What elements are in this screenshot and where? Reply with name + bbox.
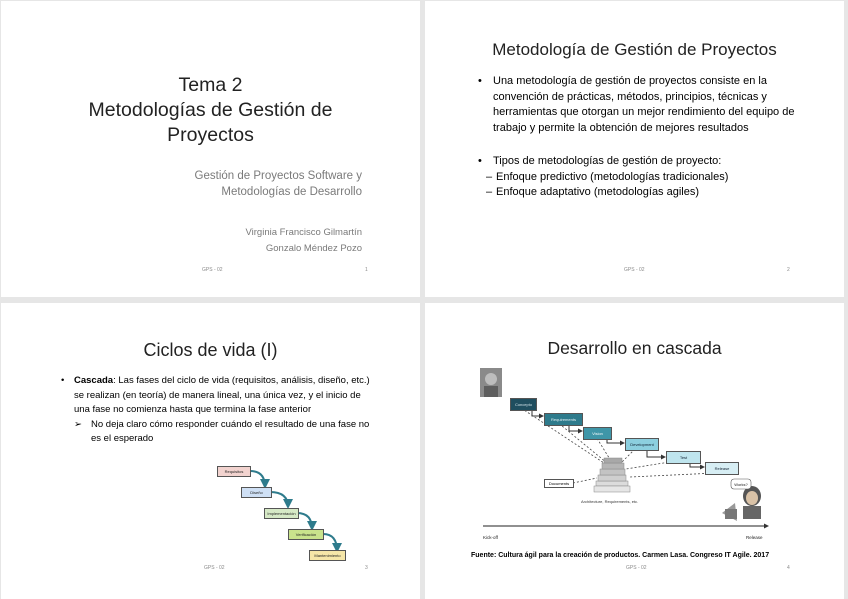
- dash-icon: –: [486, 186, 493, 198]
- bullet-strong: Cascada: [74, 375, 114, 386]
- document-stack-icon: [594, 458, 630, 492]
- slide-1: [1, 1, 420, 297]
- cascade-step: Test: [666, 451, 701, 464]
- cascade-step: Development: [625, 438, 659, 451]
- footer-label: GPS - 02: [204, 565, 225, 571]
- slide-subtitle: [195, 168, 362, 200]
- bullet-text: : Las fases del ciclo de vida (requisitos, análisis, diseño, etc.) se realizan (en teoría) de manera lineal, una única vez, y el inicio de una fase no comienza hasta que termina la fase anterior: [74, 375, 370, 415]
- cascade-step: Requirements: [544, 413, 583, 426]
- slide-2: [425, 1, 844, 297]
- slide-body: [478, 74, 808, 201]
- bullet-icon: •: [61, 375, 65, 386]
- slide-number: 2: [787, 267, 790, 273]
- bullet-icon: •: [478, 155, 482, 167]
- sub-bullet-text: Enfoque adaptativo (metodologías agiles): [496, 186, 700, 198]
- title-line: Metodologías de Gestión de: [88, 99, 333, 121]
- slide-title: Ciclos de vida (I): [143, 340, 278, 360]
- documents-label: Documents: [544, 479, 574, 488]
- slide-4: [425, 303, 844, 599]
- slide-number: 1: [365, 267, 368, 273]
- waterfall-connectors: [1, 303, 420, 599]
- cascade-step: Vision: [583, 427, 612, 440]
- author-name: Gonzalo Méndez Pozo: [265, 243, 362, 254]
- title-line: Proyectos: [167, 124, 254, 146]
- sub-bullet-item: [478, 185, 808, 201]
- dashed-link: [630, 473, 716, 477]
- author-name: Virginia Francisco Gilmartín: [245, 227, 362, 238]
- footer-label: GPS - 02: [202, 267, 223, 273]
- cascade-step: Release: [705, 462, 739, 475]
- slide-footer: [425, 267, 844, 275]
- waterfall-step-mantenimiento: Mantenimiento: [309, 550, 346, 561]
- dashed-link: [621, 449, 635, 463]
- architecture-label: Architecture, Requirements, etc.: [581, 499, 639, 504]
- bullet-text: Una metodología de gestión de proyectos consiste en la convención de prácticas, métodos, principios, técnicas y herramientas que otorgan un mejor rendimiento del equipo de trabajo y permite la obtención de mejores resultados: [493, 75, 795, 134]
- waterfall-arrow: [250, 471, 265, 487]
- dashed-link: [573, 478, 597, 483]
- waterfall-arrow: [323, 534, 337, 551]
- bullet-item: [478, 154, 808, 170]
- waterfall-arrow: [297, 513, 312, 529]
- slide-title: [1, 73, 420, 148]
- source-citation: Fuente: Cultura ágil para la creación de productos. Carmen Lasa. Congreso IT Agile. 2017: [471, 552, 770, 559]
- waterfall-step-implementacion: Implementación: [264, 508, 299, 519]
- slide-footer: [1, 267, 420, 275]
- slide-3: [1, 303, 420, 599]
- waterfall-arrow: [270, 492, 288, 507]
- slide-title: Metodología de Gestión de Proyectos: [492, 40, 777, 59]
- bullet-icon: •: [478, 75, 482, 87]
- slide-number: 4: [787, 565, 790, 571]
- dash-icon: –: [486, 170, 493, 183]
- slide-number: 3: [365, 565, 368, 571]
- slide-title: Desarrollo en cascada: [547, 338, 722, 358]
- slide-footer: [425, 565, 844, 573]
- footer-label: GPS - 02: [626, 565, 647, 571]
- axis-start-label: Kick-off: [483, 535, 498, 540]
- sub-bullet-text: No deja claro cómo responder cuándo el resultado de una fase no es el esperado: [91, 418, 370, 444]
- sub-bullet-text: Enfoque predictivo (metodologías tradicionales): [496, 170, 729, 183]
- waterfall-step-diseno: Diseño: [241, 487, 272, 498]
- waterfall-step-requisitos: Requisitos: [217, 466, 251, 477]
- person-illustration: [722, 486, 761, 521]
- bubble-text: Works?: [734, 482, 748, 487]
- bullet-item: [478, 74, 808, 136]
- arrow-bullet-icon: ➢: [74, 418, 82, 430]
- sub-bullet-item: [478, 170, 808, 186]
- title-line: Tema 2: [178, 74, 243, 96]
- cascade-step: Concepto: [510, 398, 537, 411]
- waterfall-step-verificacion: Verificación: [288, 529, 324, 540]
- authors: [245, 225, 362, 257]
- axis-end-label: Release: [746, 535, 763, 540]
- subtitle-line: Metodologías de Desarrollo: [221, 186, 362, 198]
- slide-footer: [1, 565, 420, 573]
- subtitle-line: Gestión de Proyectos Software y: [194, 170, 362, 182]
- footer-label: GPS - 02: [624, 267, 645, 273]
- bullet-text: Tipos de metodologías de gestión de proyecto:: [493, 155, 722, 167]
